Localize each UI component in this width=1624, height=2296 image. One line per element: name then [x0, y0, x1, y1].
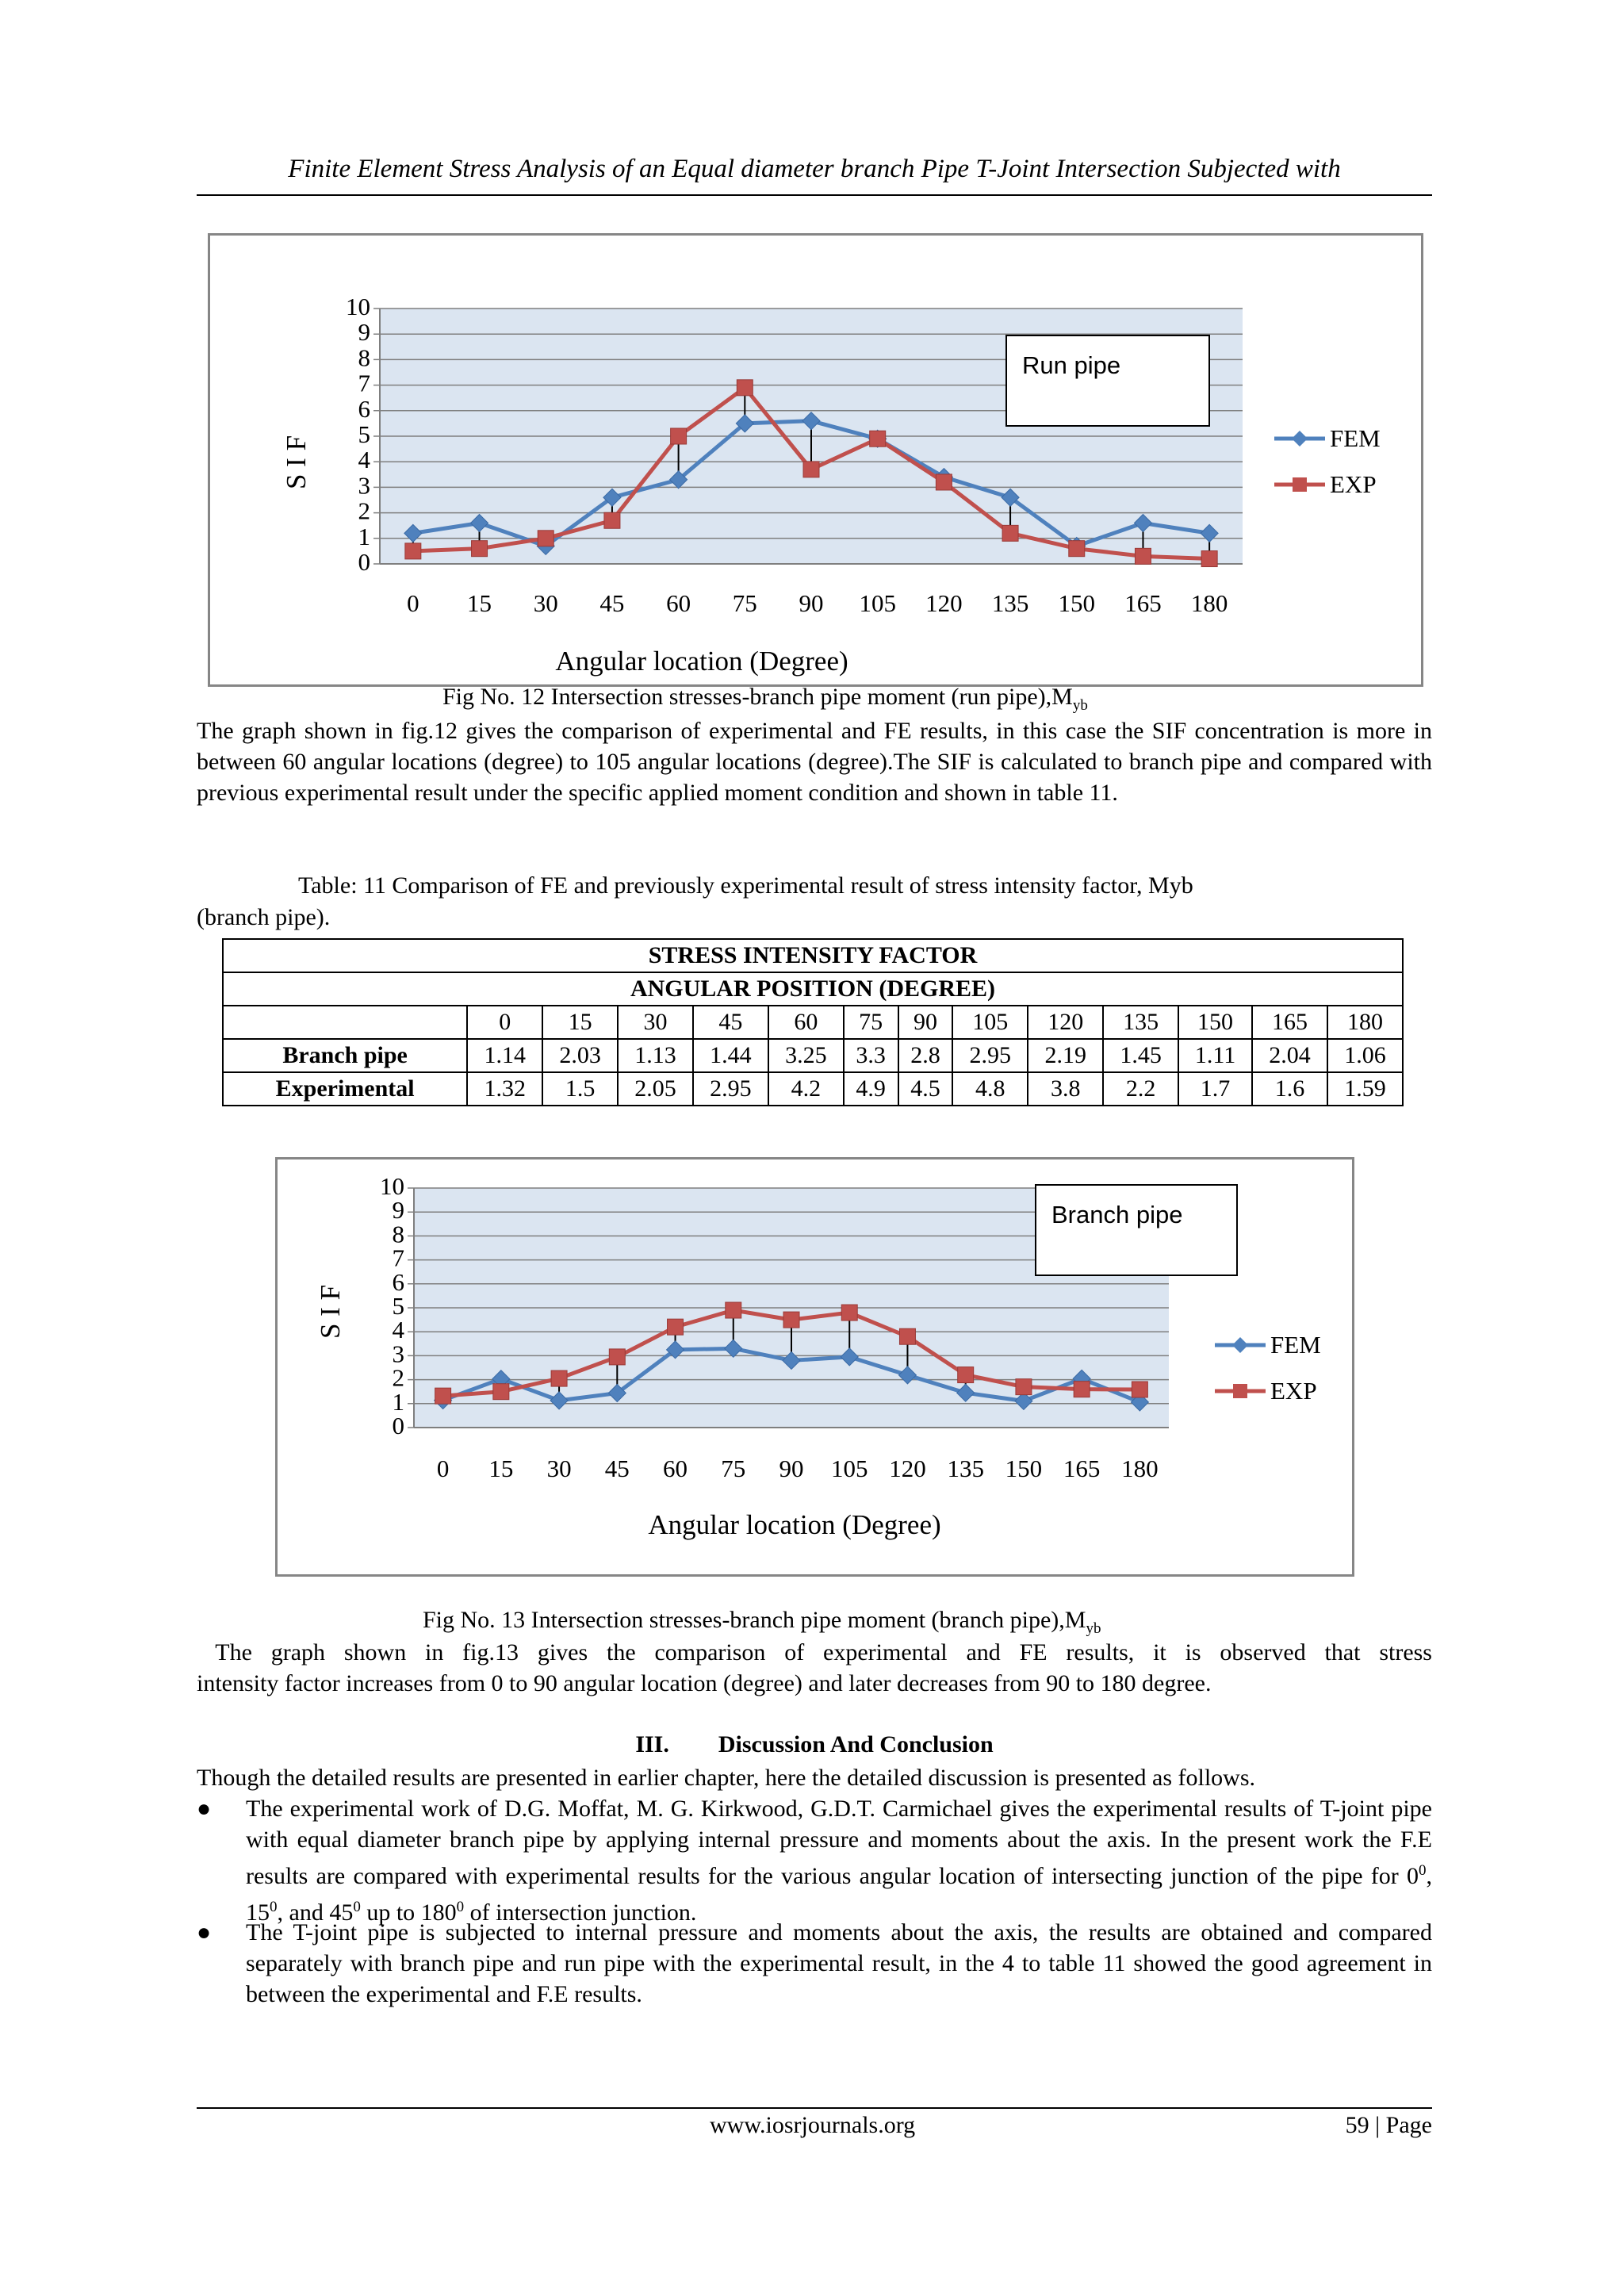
table-column-header: 0 [467, 1006, 542, 1039]
table-column-header: 180 [1327, 1006, 1403, 1039]
x-axis-title: Angular location (Degree) [648, 1509, 941, 1540]
table-column-header: 150 [1178, 1006, 1252, 1039]
table-cell: 1.14 [467, 1039, 542, 1072]
y-tick-label: 5 [358, 420, 370, 448]
bullet-dot-icon: ● [197, 1796, 212, 1822]
header-rule [197, 194, 1432, 196]
chart-branch-pipe-svg [278, 1159, 1352, 1574]
exp-point [472, 541, 488, 557]
legend-label-exp: EXP [1330, 470, 1377, 498]
x-tick-label: 30 [533, 589, 558, 617]
footer-page-number: 59 | Page [1345, 2112, 1432, 2138]
table11-title: Table: 11 Comparison of FE and previously experimental result of stress intensity factor, Myb [298, 872, 1193, 899]
x-tick-label: 30 [546, 1455, 572, 1482]
y-tick-label: 5 [392, 1292, 404, 1320]
chart-run-pipe [208, 233, 1423, 687]
exp-point [958, 1367, 974, 1383]
y-tick-label: 8 [358, 343, 370, 372]
y-tick-label: 1 [358, 522, 370, 550]
legend-marker-exp [1233, 1384, 1247, 1398]
bullet-dot-icon: ● [197, 1919, 212, 1945]
exp-point [899, 1328, 915, 1344]
exp-point [1135, 548, 1151, 564]
x-tick-label: 75 [732, 589, 757, 617]
y-tick-label: 2 [392, 1363, 404, 1392]
x-tick-label: 60 [666, 589, 691, 617]
exp-point [1002, 525, 1018, 541]
y-axis-title: S I F [281, 435, 312, 490]
y-tick-label: 3 [392, 1340, 404, 1368]
annotation-box [1036, 1185, 1237, 1275]
exp-point [1074, 1382, 1090, 1397]
table-cell: 2.04 [1252, 1039, 1327, 1072]
exp-point [737, 380, 753, 396]
x-tick-label: 105 [859, 589, 896, 617]
exp-point [609, 1349, 625, 1365]
y-tick-label: 3 [358, 471, 370, 500]
exp-point [538, 531, 553, 546]
exp-point [604, 512, 620, 528]
table-cell: 1.44 [693, 1039, 768, 1072]
fig12-caption: Fig No. 12 Intersection stresses-branch pipe moment (run $pipe),M_{yb}$ [442, 684, 1088, 714]
x-tick-label: 150 [1058, 589, 1096, 617]
exp-point [493, 1384, 509, 1400]
table-cell: 4.2 [768, 1072, 844, 1106]
exp-point [1069, 541, 1085, 557]
table-cell: 1.59 [1327, 1072, 1403, 1106]
x-tick-label: 180 [1121, 1455, 1159, 1482]
table-cell: 1.11 [1178, 1039, 1252, 1072]
table-cell: 2.8 [898, 1039, 953, 1072]
chart-run-pipe-svg [210, 236, 1421, 684]
fig13-caption: Fig No. 13 Intersection stresses-branch pipe moment (branch $pipe),M_{yb}$ [423, 1607, 1101, 1637]
x-tick-label: 0 [436, 1455, 450, 1482]
table-row-label: Branch pipe [223, 1039, 467, 1072]
table-cell: 1.45 [1103, 1039, 1178, 1072]
chart-title: Run pipe [1022, 351, 1121, 379]
annotation-box [1006, 335, 1209, 426]
table-cell: 1.13 [618, 1039, 693, 1072]
sif-table [222, 938, 1404, 1106]
paragraph-fig13-line1: The graph shown in fig.13 gives the comparison of experimental and FE results, it is observed that stress [197, 1639, 1432, 1665]
y-tick-label: 8 [392, 1220, 404, 1248]
discussion-intro: Though the detailed results are presented in earlier chapter, here the detailed discussion is presented as follows. [197, 1765, 1255, 1791]
table-cell: 1.32 [467, 1072, 542, 1106]
x-tick-label: 180 [1190, 589, 1228, 617]
x-axis-title: Angular location (Degree) [555, 646, 848, 677]
x-tick-label: 165 [1063, 1455, 1101, 1482]
y-tick-label: 10 [346, 293, 370, 320]
table-cell: 1.7 [1178, 1072, 1252, 1106]
exp-point [870, 431, 886, 447]
table-row-branch [223, 1039, 1403, 1072]
y-tick-label: 9 [392, 1196, 404, 1225]
x-tick-label: 150 [1005, 1455, 1043, 1482]
exp-point [1016, 1379, 1032, 1395]
x-tick-label: 45 [604, 1455, 630, 1482]
table-column-header: 135 [1103, 1006, 1178, 1039]
x-tick-label: 90 [779, 1455, 804, 1482]
x-tick-label: 165 [1124, 589, 1162, 617]
table-column-header: 165 [1252, 1006, 1327, 1039]
table-row-experimental [223, 1072, 1403, 1106]
table-cell: 3.3 [844, 1039, 898, 1072]
exp-point [803, 462, 819, 477]
running-header: Finite Element Stress Analysis of an Equal diameter branch Pipe T-Joint Intersection Subjected with [288, 155, 1341, 183]
y-tick-label: 4 [392, 1316, 404, 1344]
exp-point [1132, 1382, 1147, 1397]
x-tick-label: 15 [488, 1455, 514, 1482]
exp-point [936, 474, 952, 490]
x-tick-label: 120 [889, 1455, 926, 1482]
paragraph-fig13-line2: intensity factor increases from 0 to 90 angular location (degree) and later decreases from 90 to 180 degree. [197, 1670, 1212, 1696]
exp-point [435, 1388, 451, 1404]
y-axis-title: S I F [315, 1284, 346, 1340]
exp-point [726, 1302, 741, 1318]
y-tick-label: 2 [358, 496, 370, 525]
exp-point [668, 1319, 684, 1335]
bullet-item-2: ● The T-joint pipe is subjected to internal pressure and moments about the axis, the results are obtained and compared separately with branch pipe and run pipe with the experimental result, in the 4 to table 11 showed the good agreement in between the experimental and F.E results. [197, 1917, 1432, 2010]
y-tick-label: 6 [392, 1267, 404, 1296]
table-cell: 3.8 [1028, 1072, 1103, 1106]
legend-marker-fem [1292, 431, 1308, 447]
exp-point [405, 543, 421, 559]
x-tick-label: 0 [407, 589, 419, 617]
legend-label-fem: FEM [1330, 424, 1381, 452]
table-column-header: 105 [952, 1006, 1028, 1039]
y-tick-label: 0 [358, 548, 370, 576]
y-tick-label: 9 [358, 318, 370, 347]
x-tick-label: 120 [925, 589, 963, 617]
table-cell: 2.03 [542, 1039, 618, 1072]
bullet-item-1: ● The experimental work of D.G. Moffat, M. G. Kirkwood, G.D.T. Carmichael gives the experimental results of T-joint pipe with equal diameter branch pipe by applying internal pressure and moments about the axis. In the present work the F.E results are compared with experimental results for the various angular location of intersecting junction of the pipe for $0^0$, $15^0$, and $45^0$ up to $180^0$ of intersection junction. [197, 1793, 1432, 1928]
x-tick-label: 15 [467, 589, 492, 617]
x-tick-label: 135 [947, 1455, 984, 1482]
table-column-header: 45 [693, 1006, 768, 1039]
y-tick-label: 1 [392, 1387, 404, 1416]
table-cell: 4.9 [844, 1072, 898, 1106]
y-tick-label: 6 [358, 394, 370, 423]
x-tick-label: 105 [830, 1455, 868, 1482]
table-cell: 1.6 [1252, 1072, 1327, 1106]
y-tick-label: 10 [380, 1172, 404, 1200]
exp-point [783, 1312, 799, 1328]
exp-point [1201, 551, 1217, 567]
table-column-row [223, 1006, 1403, 1039]
table-header-sif: STRESS INTENSITY FACTOR [223, 939, 1403, 972]
legend-marker-exp [1293, 477, 1307, 492]
exp-point [841, 1305, 857, 1320]
table-column-header: 120 [1028, 1006, 1103, 1039]
x-tick-label: 60 [663, 1455, 688, 1482]
legend-marker-fem [1232, 1337, 1248, 1353]
footer-rule [197, 2107, 1432, 2109]
table-cell: 2.19 [1028, 1039, 1103, 1072]
table-cell: 1.5 [542, 1072, 618, 1106]
table-column-header: 90 [898, 1006, 953, 1039]
x-tick-label: 135 [991, 589, 1029, 617]
chart-title: Branch pipe [1051, 1201, 1183, 1228]
paragraph-fig12: The graph shown in fig.12 gives the comparison of experimental and FE results, in this case the SIF concentration is more in between 60 angular locations (degree) to 105 angular locations (degree).The SIF is calculated to branch pipe and compared with previous experimental result under the specific applied moment condition and shown in table 11. [197, 718, 1432, 806]
table-column-header: 75 [844, 1006, 898, 1039]
exp-point [551, 1370, 567, 1386]
table-cell: 3.25 [768, 1039, 844, 1072]
x-tick-label: 90 [799, 589, 824, 617]
legend-label-fem: FEM [1270, 1331, 1321, 1359]
table-cell: 2.95 [693, 1072, 768, 1106]
section-heading: III. Discussion And Conclusion [635, 1731, 994, 1757]
table-column-header: 15 [542, 1006, 618, 1039]
table-cell: 4.5 [898, 1072, 953, 1106]
table-cell: 2.2 [1103, 1072, 1178, 1106]
exp-point [671, 428, 687, 444]
x-tick-label: 75 [721, 1455, 746, 1482]
table-column-header: 60 [768, 1006, 844, 1039]
chart-branch-pipe [275, 1157, 1354, 1577]
table-header-angular: ANGULAR POSITION (DEGREE) [223, 972, 1403, 1006]
table-row-label: Experimental [223, 1072, 467, 1106]
table-cell: 2.05 [618, 1072, 693, 1106]
table-cell: 4.8 [952, 1072, 1028, 1106]
x-tick-label: 45 [599, 589, 625, 617]
y-tick-label: 7 [358, 369, 370, 397]
table-cell: 1.06 [1327, 1039, 1403, 1072]
table-column-header: 30 [618, 1006, 693, 1039]
table-cell: 2.95 [952, 1039, 1028, 1072]
y-tick-label: 7 [392, 1244, 404, 1272]
y-tick-label: 4 [358, 446, 370, 474]
legend-label-exp: EXP [1270, 1377, 1317, 1405]
table-corner-cell [223, 1006, 467, 1039]
y-tick-label: 0 [392, 1412, 404, 1439]
table11-title-cont: (branch pipe). [197, 904, 331, 930]
footer-url: www.iosrjournals.org [710, 2112, 916, 2138]
